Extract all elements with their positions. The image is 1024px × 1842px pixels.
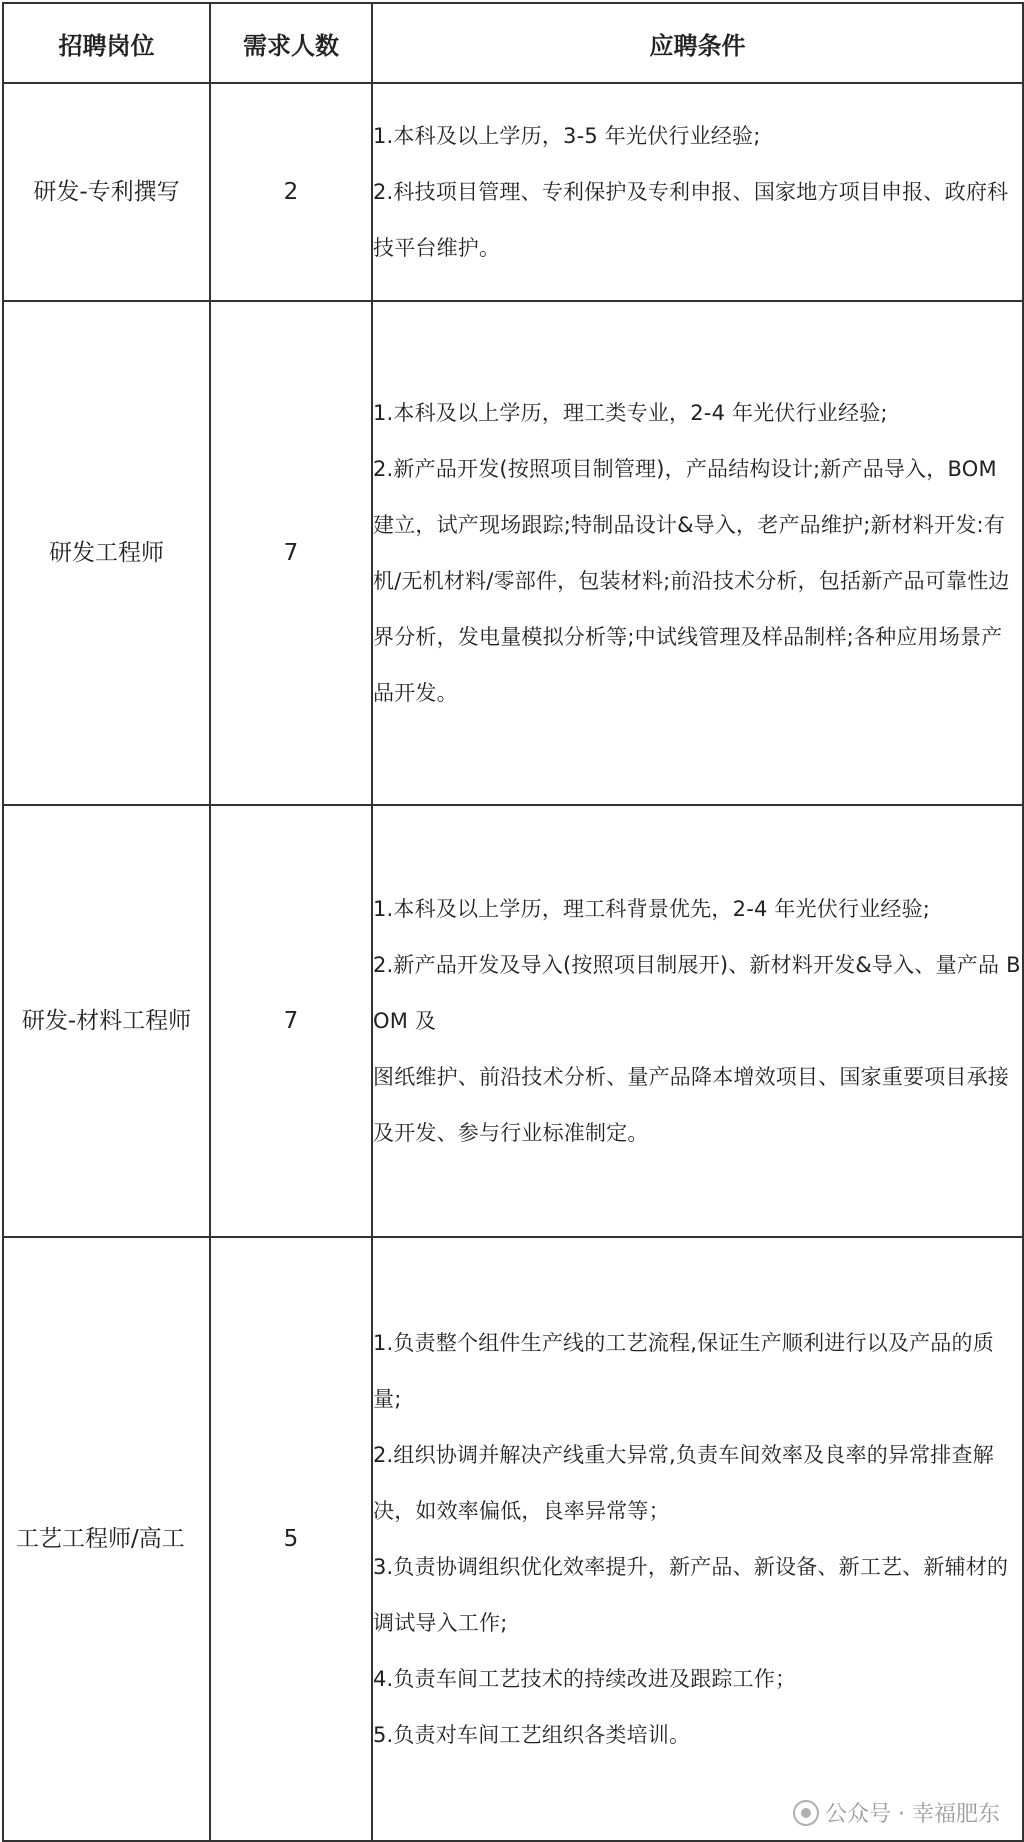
requirement-item: 2.组织协调并解决产线重大异常,负责车间效率及良率的异常排查解决，如效率偏低，良率异常等；	[373, 1443, 994, 1523]
requirement-item: 1.本科及以上学历，3-5 年光伏行业经验;	[373, 124, 761, 148]
position-cell: 研发-材料工程师	[3, 805, 210, 1237]
requirement-item: 1.本科及以上学历，理工类专业，2-4 年光伏行业经验;	[373, 401, 888, 425]
requirement-item: 3.负责协调组织优化效率提升，新产品、新设备、新工艺、新辅材的调试导入工作;	[373, 1555, 1009, 1635]
position-cell: 研发工程师	[3, 301, 210, 805]
requirement-item: 2.新产品开发及导入(按照项目制展开)、新材料开发&导入、量产品 BOM 及	[373, 953, 1021, 1033]
header-row	[3, 3, 1023, 83]
requirement-item: 2.科技项目管理、专利保护及专利申报、国家地方项目申报、政府科技平台维护。	[373, 180, 1009, 260]
table-row	[3, 1237, 1023, 1841]
table-row	[3, 301, 1023, 805]
table-row	[3, 805, 1023, 1237]
requirements-cell	[372, 83, 1023, 301]
wechat-channel-icon	[793, 1800, 819, 1826]
requirements-cell	[372, 805, 1023, 1237]
requirements-cell	[372, 301, 1023, 805]
table-row	[3, 83, 1023, 301]
header-count: 需求人数	[210, 3, 372, 83]
count-cell: 7	[210, 805, 372, 1237]
requirement-item: 5.负责对车间工艺组织各类培训。	[373, 1723, 691, 1747]
requirement-item: 1.本科及以上学历，理工科背景优先，2-4 年光伏行业经验;	[373, 897, 931, 921]
requirement-item: 2.新产品开发(按照项目制管理)，产品结构设计;新产品导入，BOM 建立，试产现场跟踪;特制品设计&导入，老产品维护;新材料开发:有机/无机材料/零部件，包装材料;前沿技术分析，包括新产品可靠性边界分析，发电量模拟分析等;中试线管理及样品制样;各种应用场景产品开发。	[373, 457, 1010, 705]
header-requirements: 应聘条件	[372, 3, 1023, 83]
count-cell: 2	[210, 83, 372, 301]
requirement-item: 图纸维护、前沿技术分析、量产品降本增效项目、国家重要项目承接及开发、参与行业标准制定。	[373, 1065, 1009, 1145]
requirement-item: 4.负责车间工艺技术的持续改进及跟踪工作；	[373, 1667, 797, 1691]
header-position: 招聘岗位	[3, 3, 210, 83]
requirements-cell	[372, 1237, 1023, 1841]
requirement-item: 1.负责整个组件生产线的工艺流程,保证生产顺利进行以及产品的质量;	[373, 1331, 994, 1411]
position-cell: 工艺工程师/高工	[3, 1237, 210, 1841]
job-table	[2, 2, 1024, 1842]
count-cell: 7	[210, 301, 372, 805]
count-cell: 5	[210, 1237, 372, 1841]
position-cell: 研发-专利撰写	[3, 83, 210, 301]
watermark-text: 公众号 · 幸福肥东	[825, 1802, 1000, 1827]
watermark	[789, 1795, 1004, 1830]
